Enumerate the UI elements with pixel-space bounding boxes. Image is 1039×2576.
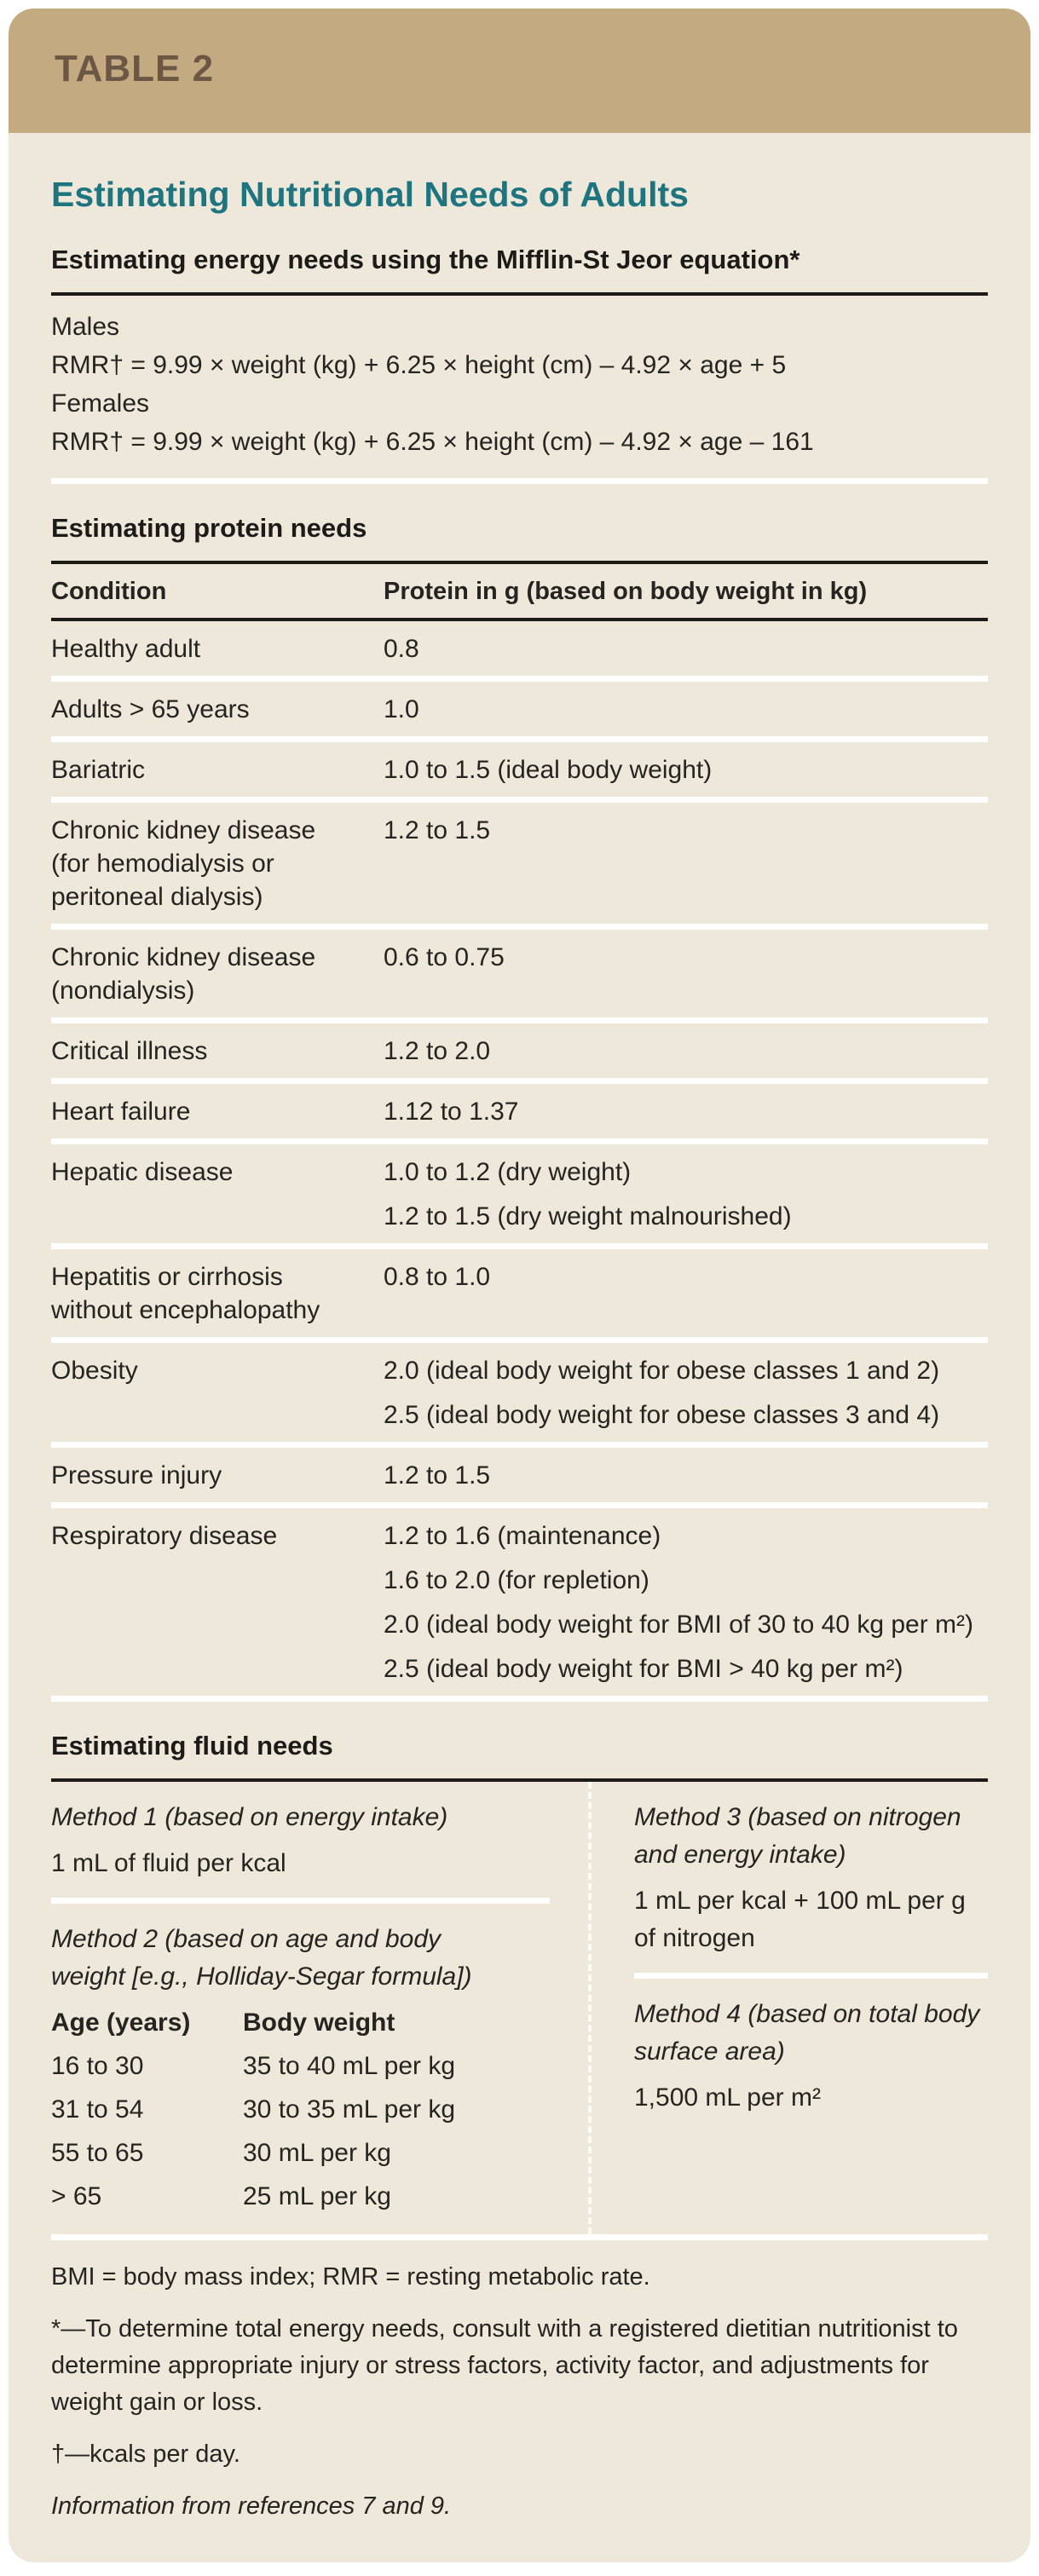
energy-row-label: Males (51, 313, 120, 342)
weight-cell: 30 to 35 mL per kg (243, 2095, 456, 2124)
value-line: 1.2 to 2.0 (384, 1037, 491, 1066)
table-row (51, 1343, 988, 1448)
method-title: Method 1 (based on energy intake) (51, 1803, 448, 1832)
condition-cell: Bariatric (51, 756, 146, 785)
table-row (51, 1249, 988, 1343)
column-header-age: Age (years) (51, 2008, 191, 2037)
value-cell (384, 1034, 988, 1068)
condition-cell: Chronic kidney disease (nondialysis) (51, 943, 316, 1006)
value-line: 1.0 to 1.5 (ideal body weight) (384, 756, 713, 785)
value-cell (384, 693, 988, 726)
value-cell (384, 753, 988, 787)
footnote-asterisk: *—To determine total energy needs, consult with a registered dietitian nutritionist to determine appropriate injury or stress factors, activity factor, and adjustments for weight gain or loss. (51, 2315, 958, 2417)
value-line: 1.0 to 1.2 (dry weight) (384, 1158, 632, 1187)
table-tag: TABLE 2 (55, 48, 215, 89)
fluid-methods (51, 1782, 988, 2234)
column-header-body-weight: Body weight (243, 2008, 395, 2037)
condition-cell: Pressure injury (51, 1461, 222, 1490)
value-line: 0.8 to 1.0 (384, 1263, 491, 1292)
condition-cell: Respiratory disease (51, 1522, 278, 1551)
value-line: 1.2 to 1.5 (dry weight malnourished) (384, 1202, 792, 1231)
condition-cell: Adults > 65 years (51, 695, 250, 724)
table-row (51, 803, 988, 930)
divider-light (51, 2234, 988, 2240)
divider-light (51, 478, 988, 484)
energy-row-formula: RMR† = 9.99 × weight (kg) + 6.25 × height (cm) – 4.92 × age – 161 (51, 428, 814, 457)
method-title: Method 2 (based on age and body weight [e.g., Holliday-Segar formula]) (51, 1925, 472, 1991)
value-line: 1.0 (384, 695, 419, 724)
table-row (51, 930, 988, 1023)
energy-section-heading: Estimating energy needs using the Mifflin-St Jeor equation* (51, 245, 800, 275)
fluid-method-2 (51, 1921, 550, 2214)
value-cell (384, 941, 988, 1007)
value-cell (384, 1519, 988, 1686)
protein-table-header-row (51, 564, 988, 618)
energy-row-label: Females (51, 389, 150, 418)
age-cell: 16 to 30 (51, 2052, 144, 2081)
table-row (51, 1448, 988, 1508)
condition-cell: Critical illness (51, 1037, 208, 1066)
age-weight-table (51, 2006, 550, 2214)
value-line: 2.0 (ideal body weight for BMI of 30 to 40 kg per m²) (384, 1611, 974, 1640)
value-line: 1.12 to 1.37 (384, 1098, 519, 1127)
fluid-method-1 (51, 1799, 550, 1882)
value-cell (384, 1155, 988, 1233)
condition-cell: Healthy adult (51, 635, 201, 664)
divider-light (51, 1898, 550, 1904)
method-value: 1,500 mL per m² (634, 2083, 821, 2112)
condition-cell: Hepatitis or cirrhosis without encephalopathy (51, 1263, 320, 1325)
energy-row-formula: RMR† = 9.99 × weight (kg) + 6.25 × height (cm) – 4.92 × age + 5 (51, 351, 787, 380)
value-line: 2.5 (ideal body weight for obese classes 3 and 4) (384, 1401, 940, 1430)
value-cell (384, 632, 988, 666)
table-header-band (9, 9, 1030, 133)
fluid-section-heading: Estimating fluid needs (51, 1731, 333, 1761)
value-line: 1.6 to 2.0 (for repletion) (384, 1566, 649, 1595)
fluid-method-3 (634, 1799, 988, 1957)
fluid-method-4 (634, 1996, 988, 2117)
weight-cell: 35 to 40 mL per kg (243, 2052, 456, 2081)
value-line: 1.2 to 1.5 (384, 1461, 491, 1490)
table-row (51, 1144, 988, 1249)
value-line: 1.2 to 1.5 (384, 816, 491, 845)
method-value: 1 mL per kcal + 100 mL per g of nitrogen (634, 1887, 966, 1953)
table-title: Estimating Nutritional Needs of Adults (51, 175, 689, 214)
footnote-dagger: †—kcals per day. (51, 2441, 240, 2469)
value-line: 0.8 (384, 635, 419, 664)
method-title: Method 3 (based on nitrogen and energy intake) (634, 1803, 961, 1870)
table-card (9, 9, 1030, 2562)
age-cell: > 65 (51, 2182, 102, 2211)
table-row (51, 1508, 988, 1702)
column-header-protein: Protein in g (based on body weight in kg) (384, 578, 868, 606)
condition-cell: Chronic kidney disease (for hemodialysis or peritoneal dialysis) (51, 816, 316, 912)
footnote-source: Information from references 7 and 9. (51, 2492, 452, 2521)
value-cell (384, 1095, 988, 1128)
method-title: Method 4 (based on total body surface area) (634, 2000, 980, 2066)
value-line: 0.6 to 0.75 (384, 943, 505, 972)
weight-cell: 25 mL per kg (243, 2182, 391, 2211)
value-line: 2.5 (ideal body weight for BMI > 40 kg per m²) (384, 1655, 903, 1684)
table-row (51, 621, 988, 682)
protein-section-heading: Estimating protein needs (51, 513, 367, 544)
fluid-left-column (51, 1782, 550, 2234)
condition-cell: Heart failure (51, 1098, 191, 1127)
value-cell (384, 1260, 988, 1327)
energy-equations (51, 296, 988, 478)
fluid-right-column (592, 1782, 988, 2234)
footnotes (51, 2240, 988, 2533)
age-cell: 31 to 54 (51, 2095, 144, 2124)
table-row (51, 1084, 988, 1144)
age-cell: 55 to 65 (51, 2139, 144, 2168)
protein-table (51, 564, 988, 1702)
condition-cell: Hepatic disease (51, 1158, 234, 1187)
column-header-condition: Condition (51, 578, 167, 606)
table-row (51, 742, 988, 803)
table-body (9, 133, 1030, 2562)
value-line: 1.2 to 1.6 (maintenance) (384, 1522, 661, 1551)
method-value: 1 mL of fluid per kcal (51, 1849, 286, 1878)
weight-cell: 30 mL per kg (243, 2139, 391, 2168)
value-line: 2.0 (ideal body weight for obese classes 1 and 2) (384, 1357, 940, 1386)
divider-light (634, 1973, 988, 1979)
value-cell (384, 814, 988, 913)
table-row (51, 682, 988, 742)
footnote-abbreviations: BMI = body mass index; RMR = resting metabolic rate. (51, 2263, 650, 2291)
condition-cell: Obesity (51, 1357, 138, 1386)
value-cell (384, 1459, 988, 1492)
table-row (51, 1023, 988, 1084)
value-cell (384, 1354, 988, 1432)
